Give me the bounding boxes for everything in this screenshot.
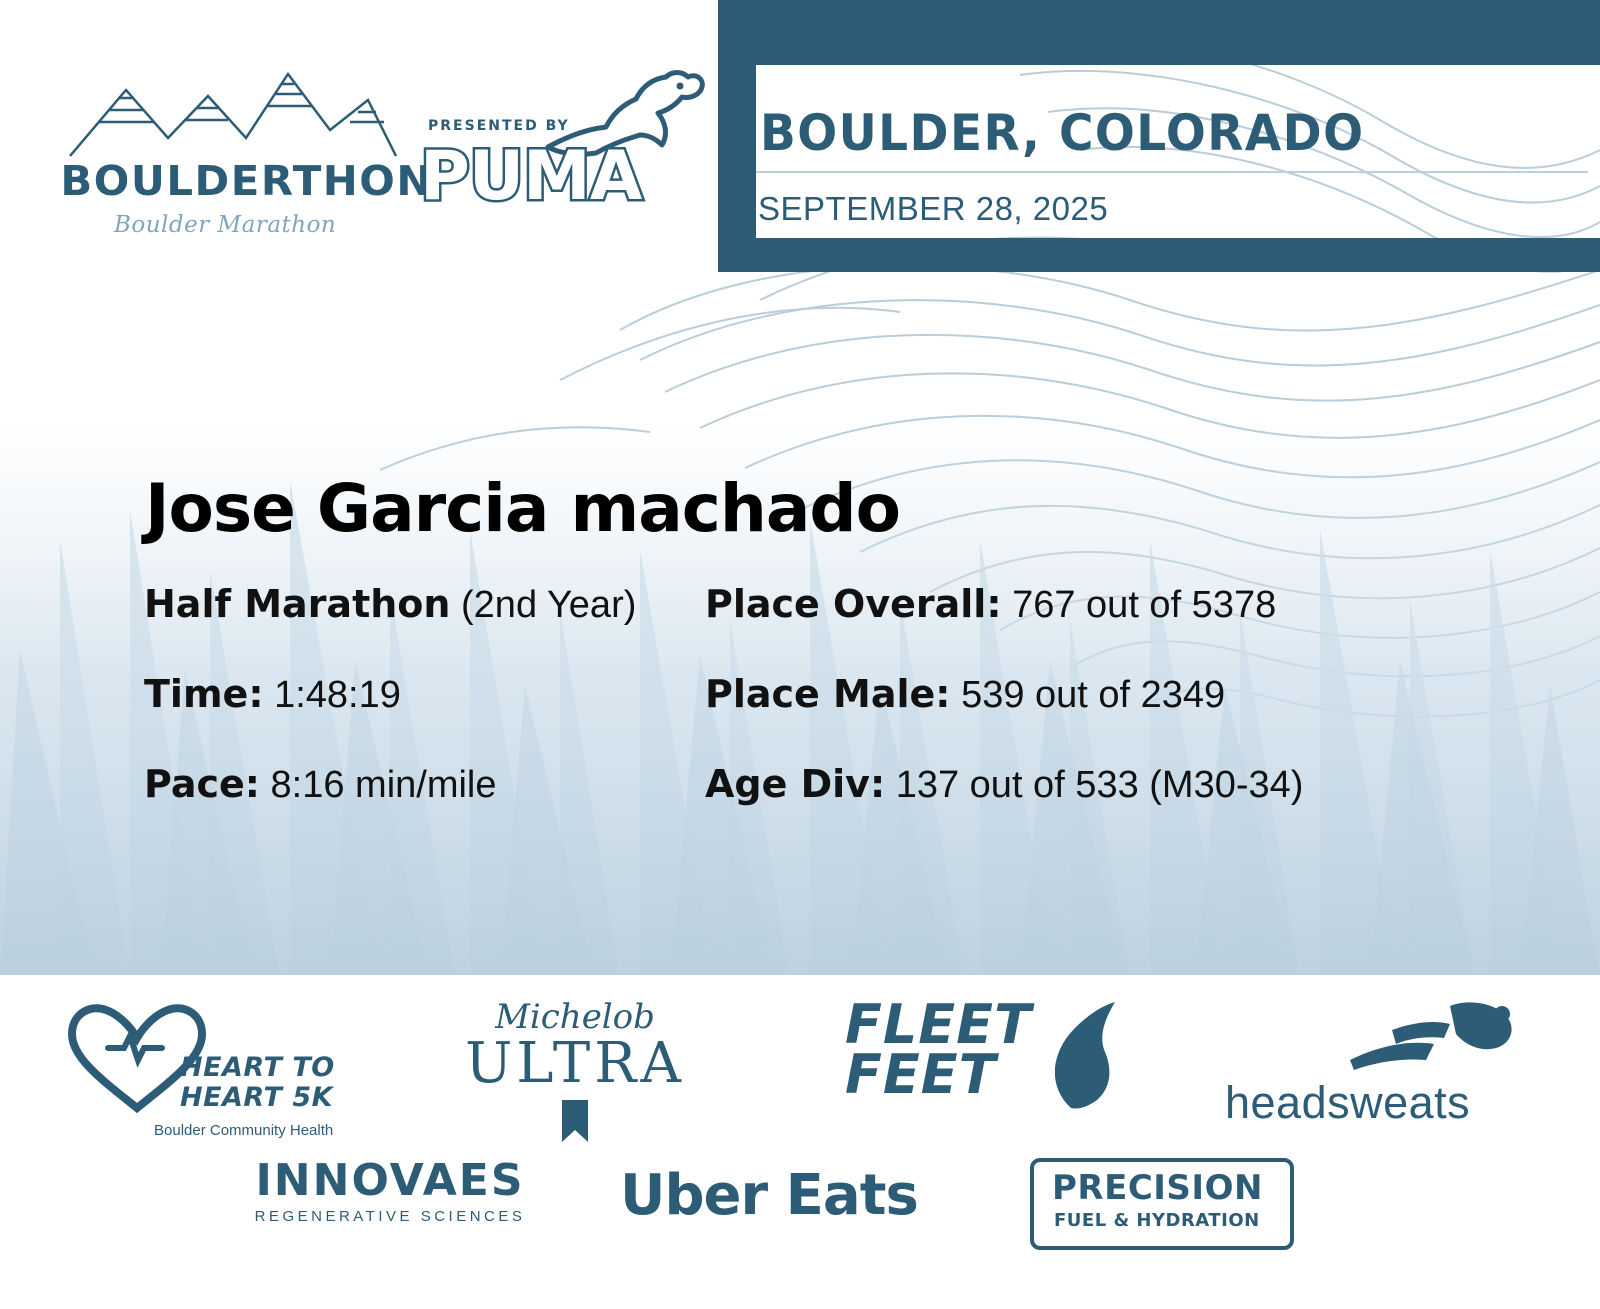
place-overall-value: 767 out of 5378 — [1012, 584, 1277, 626]
ribbon-icon — [558, 1100, 592, 1146]
h2h-line2: HEART 5K — [180, 1082, 334, 1113]
banner-top-bar — [718, 0, 1600, 65]
fleet-line1: FLEET — [845, 993, 1032, 1056]
sponsor-michelob-ultra — [450, 997, 700, 1157]
boulderthon-subtitle: Boulder Marathon — [114, 212, 337, 238]
place-male-label: Place Male: — [705, 672, 951, 716]
age-division-value: 137 out of 533 (M30-34) — [895, 764, 1304, 806]
banner-divider — [756, 171, 1588, 173]
sponsor-innovaes — [240, 1155, 540, 1245]
sponsor-precision-fuel-hydration — [1030, 1158, 1290, 1246]
pace-label: Pace: — [144, 762, 260, 806]
puma-wordmark: PUMA — [420, 137, 642, 216]
presented-by-label: PRESENTED BY — [428, 118, 570, 134]
pace — [144, 762, 497, 807]
puma-logo — [420, 75, 710, 245]
sponsor-heart-to-heart-5k — [62, 1000, 352, 1140]
place-overall-label: Place Overall: — [705, 582, 1002, 626]
pace-value: 8:16 min/mile — [270, 764, 497, 806]
event-header — [0, 0, 1600, 280]
sponsor-bar — [0, 975, 1600, 1309]
uber-eats-wordmark: Uber Eats — [620, 1163, 918, 1228]
sponsor-uber-eats — [620, 1163, 960, 1233]
precision-wordmark: PRECISION — [1052, 1168, 1263, 1208]
mountains-icon — [68, 60, 398, 160]
precision-tagline: FUEL & HYDRATION — [1054, 1210, 1260, 1231]
ultra-wordmark: ULTRA — [465, 1031, 685, 1096]
headsweats-wordmark: headsweats — [1225, 1077, 1471, 1128]
h2h-line1: HEART TO — [180, 1052, 335, 1083]
banner-left-bar — [718, 0, 756, 272]
innovaes-wordmark: INNOVAES — [255, 1155, 525, 1206]
finish-time-value: 1:48:19 — [274, 674, 401, 716]
michelob-script: Michelob — [495, 997, 655, 1037]
fleet-line2: FEET — [845, 1043, 997, 1106]
boulderthon-logo — [60, 60, 433, 250]
finish-time-label: Time: — [144, 672, 264, 716]
place-overall — [705, 582, 1276, 627]
finish-time — [144, 672, 401, 717]
heart-to-heart-wordmark — [180, 1053, 335, 1113]
innovaes-tagline: REGENERATIVE SCIENCES — [254, 1208, 526, 1225]
event-date: SEPTEMBER 28, 2025 — [758, 190, 1109, 227]
banner-bottom-bar — [718, 238, 1600, 272]
runner-swoosh-icon — [1330, 1000, 1530, 1080]
age-division — [705, 762, 1303, 807]
event-category-label: Half Marathon — [144, 582, 451, 626]
place-male-value: 539 out of 2349 — [961, 674, 1226, 716]
place-male — [705, 672, 1225, 717]
flame-icon — [1041, 1000, 1131, 1110]
event-category-note: (2nd Year) — [461, 584, 637, 626]
sponsor-fleet-feet — [845, 993, 1145, 1130]
boulder-community-health-label: Boulder Community Health — [154, 1122, 334, 1139]
boulderthon-wordmark: BOULDERTHON — [60, 157, 433, 205]
runner-name: Jose Garcia machado — [145, 470, 900, 547]
age-division-label: Age Div: — [705, 762, 886, 806]
event-category — [144, 582, 636, 627]
event-location: BOULDER, COLORADO — [760, 104, 1365, 162]
sponsor-headsweats — [1225, 1005, 1555, 1135]
